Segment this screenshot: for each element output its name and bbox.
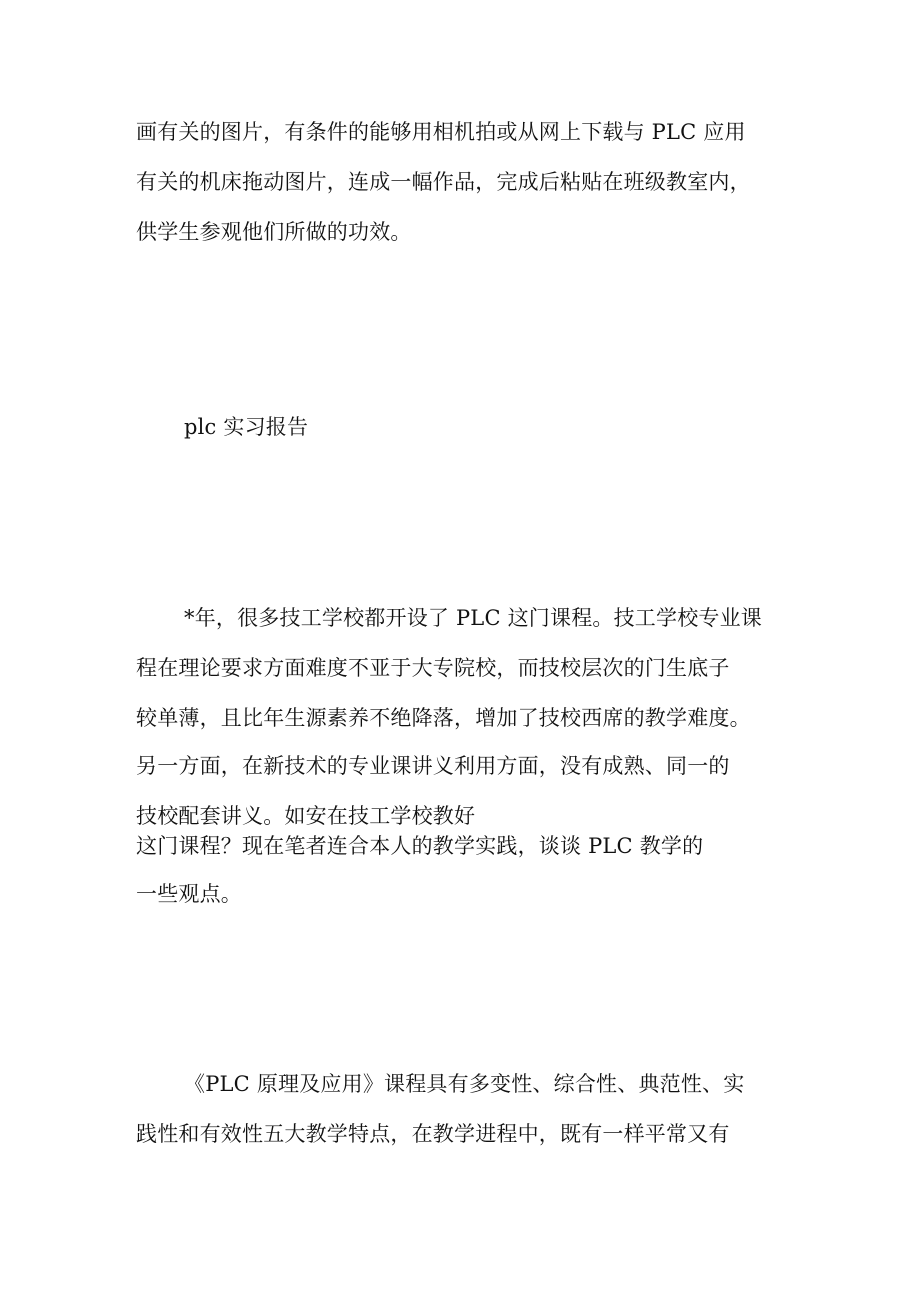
paragraph-2-line-3: 较单薄，且比年生源素养不绝降落，增加了技校西席的教学难度。 [136, 706, 751, 730]
paragraph-2-line-5: 技校配套讲义。如安在技工学校教好 [136, 804, 476, 828]
paragraph-2-line-1: *年，很多技工学校都开设了 PLC 这门课程。技工学校专业课 [184, 606, 762, 630]
paragraph-1-line-2: 有关的机床拖动图片，连成一幅作品，完成后粘贴在班级教室内， [136, 170, 751, 194]
paragraph-1-line-3: 供学生参观他们所做的功效。 [136, 220, 412, 244]
report-heading: plc 实习报告 [184, 415, 309, 439]
paragraph-2-line-4: 另一方面，在新技术的专业课讲义利用方面，没有成熟、同一的 [136, 754, 730, 778]
paragraph-3-line-1: 《PLC 原理及应用》课程具有多变性、综合性、典范性、实 [184, 1072, 745, 1096]
paragraph-3-line-2: 践性和有效性五大教学特点，在教学进程中，既有一样平常又有 [136, 1122, 730, 1146]
paragraph-1-line-1: 画有关的图片，有条件的能够用相机拍或从网上下载与 PLC 应用 [136, 120, 746, 144]
paragraph-2-line-7: 一些观点。 [136, 882, 242, 906]
paragraph-2-line-2: 程在理论要求方面难度不亚于大专院校，而技校层次的门生底子 [136, 656, 730, 680]
paragraph-2-line-6: 这门课程？现在笔者连合本人的教学实践，谈谈 PLC 教学的 [136, 834, 704, 858]
